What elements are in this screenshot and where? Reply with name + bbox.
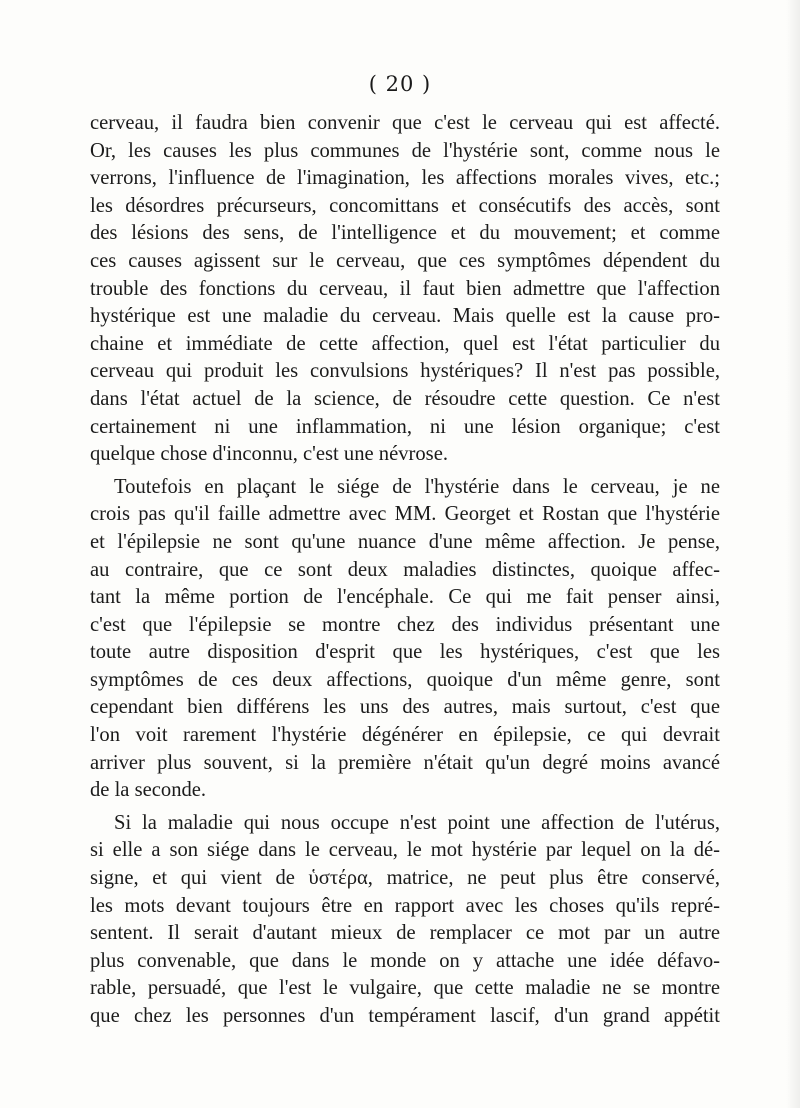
- text-line: sentent. Il serait d'autant mieux de remplacer ce mot par un autre: [90, 922, 720, 945]
- text-line: tant la même portion de l'encéphale. Ce qui me fait penser ainsi,: [90, 586, 720, 609]
- text-line: crois pas qu'il faille admettre avec MM. Georget et Rostan que l'hystérie: [90, 503, 720, 526]
- paragraph: [90, 474, 720, 805]
- text-line: ces causes agissent sur le cerveau, que ces symptômes dépendent du: [90, 249, 720, 272]
- paragraph: [90, 110, 720, 469]
- text-line: signe, et qui vient de ὑστέρα, matrice, ne peut plus être conservé,: [90, 867, 720, 890]
- text-line: les désordres précurseurs, concomittans et consécutifs des accès, sont: [90, 194, 720, 217]
- text-line: c'est que l'épilepsie se montre chez des individus présentant une: [90, 613, 720, 636]
- text-line: cerveau, il faudra bien convenir que c'est le cerveau qui est affecté.: [90, 112, 720, 134]
- text-line: chaine et immédiate de cette affection, quel est l'état particulier du: [90, 332, 720, 355]
- text-line: que chez les personnes d'un tempérament lascif, d'un grand appétit: [90, 1005, 720, 1027]
- page-number: ( 20 ): [368, 72, 432, 96]
- text-line: verrons, l'influence de l'imagination, les affections morales vives, etc.;: [90, 167, 720, 190]
- text-line: Or, les causes les plus communes de l'hystérie sont, comme nous le: [90, 139, 720, 162]
- text-line: cependant bien différens les uns des autres, mais surtout, c'est que: [90, 696, 720, 719]
- text-line: au contraire, que ce sont deux maladies distinctes, quoique affec-: [90, 558, 720, 581]
- text-line: cerveau qui produit les convulsions hystériques? Il n'est pas possible,: [90, 360, 720, 383]
- text-line: de la seconde.: [90, 779, 207, 802]
- text-line: l'on voit rarement l'hystérie dégénérer en épilepsie, ce qui devrait: [90, 724, 720, 747]
- text-line: trouble des fonctions du cerveau, il faut bien admettre que l'affection: [90, 277, 720, 300]
- text-line: certainement ni une inflammation, ni une lésion organique; c'est: [90, 415, 720, 438]
- text-line: dans l'état actuel de la science, de résoudre cette question. Ce n'est: [90, 387, 720, 410]
- text-line: symptômes de ces deux affections, quoique d'un même genre, sont: [90, 668, 720, 691]
- text-line: hystérique est une maladie du cerveau. Mais quelle est la cause pro-: [90, 305, 720, 328]
- text-line: quelque chose d'inconnu, c'est une névrose.: [90, 443, 448, 466]
- text-line: rable, persuadé, que l'est le vulgaire, que cette maladie ne se montre: [90, 977, 720, 1000]
- text-line: toute autre disposition d'esprit que les hystériques, c'est que les: [90, 641, 720, 664]
- text-line: les mots devant toujours être en rapport avec les choses qu'ils repré-: [90, 894, 720, 917]
- text-line: plus convenable, que dans le monde on y attache une idée défavo-: [90, 949, 720, 972]
- body-text: [90, 110, 720, 1031]
- page-edge-shadow: [786, 0, 800, 1108]
- text-line: et l'épilepsie ne sont qu'une nuance d'une même affection. Je pense,: [90, 530, 720, 553]
- text-line: des lésions des sens, de l'intelligence et du mouvement; et comme: [90, 222, 720, 245]
- text-line: Si la maladie qui nous occupe n'est point une affection de l'utérus,: [114, 811, 720, 834]
- text-line: arriver plus souvent, si la première n'était qu'un degré moins avancé: [90, 751, 720, 774]
- text-line: Toutefois en plaçant le siége de l'hystérie dans le cerveau, je ne: [114, 475, 720, 498]
- paragraph: [90, 810, 720, 1031]
- text-line: si elle a son siége dans le cerveau, le mot hystérie par lequel on la dé-: [90, 839, 720, 862]
